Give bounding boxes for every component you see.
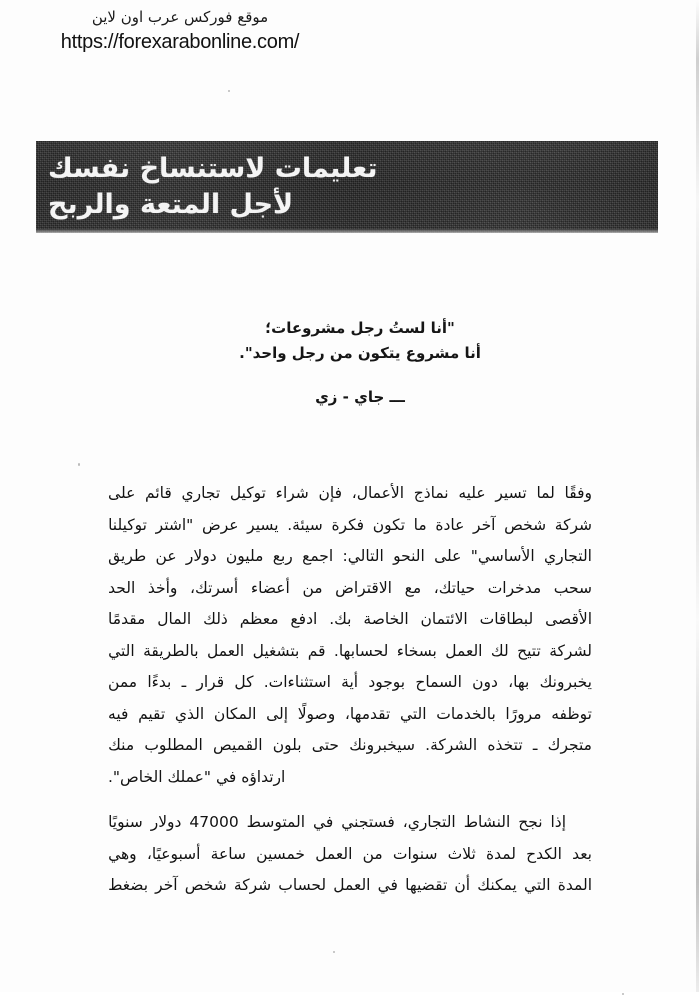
body-line: يخبرونك بها، دون السماح بوجود أية استثناءات. كل قرار ـ بدءًا ممن — [108, 673, 592, 691]
body-line: بعد الكدح لمدة ثلاث سنوات من العمل خمسين ساعة أسبوعيًا، وهي — [108, 844, 592, 863]
watermark — [0, 8, 360, 55]
chapter-title-banner — [36, 141, 658, 233]
chapter-title-line-1: تعليمات لاستنساخ نفسك — [48, 152, 378, 184]
body-line: سحب مدخرات حياتك، مع الاقتراض من أعضاء أسرتك، وأخذ الحد — [108, 578, 592, 597]
epigraph-attribution: ـــ جاي - زي — [315, 388, 405, 407]
scan-speck — [228, 90, 230, 92]
body-line: متجرك ـ تتخذه الشركة. سيخبرونك حتى بلون القميص المطلوب منك — [108, 736, 592, 754]
epigraph-quote-line-2: أنا مشروع يتكون من رجل واحد". — [239, 344, 481, 363]
body-line: الأقصى لبطاقات الائتمان الخاصة بك. ادفع معظم ذلك المال مقدمًا — [108, 610, 592, 628]
body-line: توظفه مرورًا بالخدمات التي تقدمها، وصولًا إلى المكان الذي تقيم فيه — [108, 704, 592, 723]
watermark-site-name: موقع فوركس عرب اون لاين — [91, 8, 269, 26]
body-line: شركة شخص آخر عادة ما تكون فكرة سيئة. يسير عرض "اشتر توكيلنا — [108, 515, 592, 534]
paragraph-2 — [108, 807, 592, 902]
body-line: المدة التي يمكنك أن تقضيها في العمل لحساب شركة شخص آخر بضغط — [108, 876, 592, 894]
body-line: التجاري الأساسي" على النحو التالي: اجمع ربع مليون دولار عن طريق — [108, 547, 592, 565]
paragraph-1 — [108, 478, 592, 793]
epigraph-block — [180, 316, 540, 406]
watermark-url: https://forexarabonline.com/ — [60, 30, 300, 53]
body-copy — [108, 478, 592, 902]
body-line: ارتداؤه في "عملك الخاص". — [108, 767, 286, 786]
body-line: وفقًا لما تسير عليه نماذج الأعمال، فإن شراء توكيل تجاري قائم على — [108, 484, 592, 502]
scan-speck — [78, 463, 80, 466]
epigraph-quote-line-1: "أنا لستُ رجل مشروعات؛ — [265, 319, 455, 337]
body-line: إذا نجح النشاط التجاري، فستجني في المتوسط 47000 دولار سنويًا — [108, 813, 566, 831]
scan-speck — [333, 951, 335, 953]
body-line: لشركة تتيح لك العمل بسخاء لحسابها. قم بتشغيل العمل بالطريقة التي — [108, 641, 592, 660]
chapter-title-line-2: لأجل المتعة والربح — [48, 189, 294, 220]
